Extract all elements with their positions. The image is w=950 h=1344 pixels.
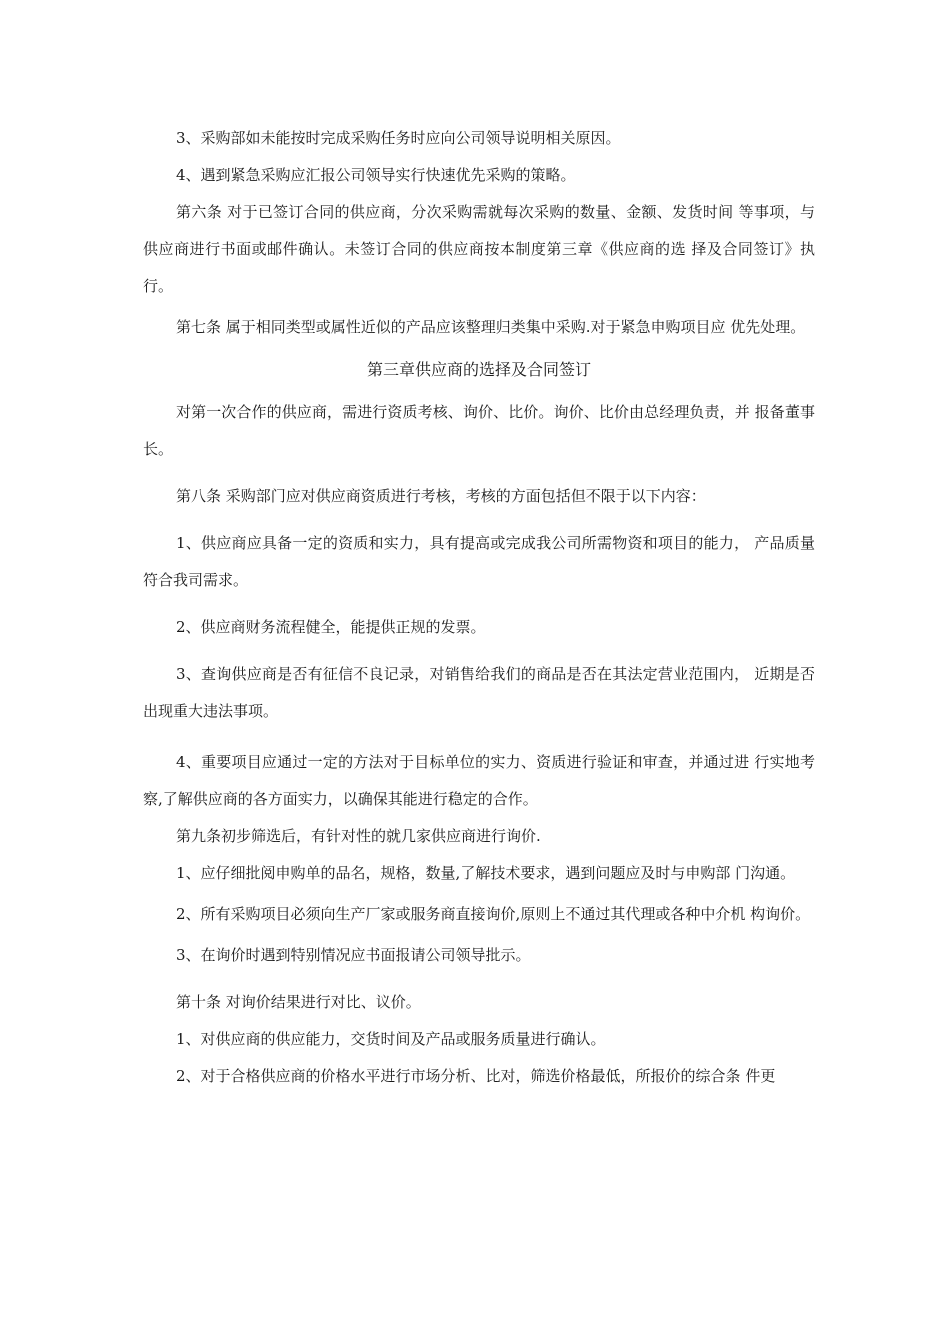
paragraph-qualification-1: 1、供应商应具备一定的资质和实力，具有提高或完成我公司所需物资和项目的能力， 产品质量符合我司需求。	[143, 534, 815, 589]
chapter-heading: 第三章供应商的选择及合同签订	[366, 360, 591, 379]
document-page	[143, 120, 815, 1095]
paragraph-article-10: 第十条 对询价结果进行对比、议价。	[176, 993, 421, 1011]
paragraph-inquiry-3: 3、在询价时遇到特别情况应书面报请公司领导批示。	[176, 946, 531, 964]
paragraph-purchase-reason: 3、采购部如未能按时完成采购任务时应向公司领导说明相关原因。	[176, 129, 621, 147]
paragraph-urgent-purchase: 4、遇到紧急采购应汇报公司领导实行快速优先采购的策略。	[176, 166, 576, 184]
paragraph-article-6: 第六条 对于已签订合同的供应商，分次采购需就每次采购的数量、金额、发货时间 等事项，与供应商进行书面或邮件确认。未签订合同的供应商按本制度第三章《供应商的选 择及合同签订》执行。	[143, 203, 815, 295]
paragraph-compare-2: 2、对于合格供应商的价格水平进行市场分析、比对，筛选价格最低，所报价的综合条 件更	[176, 1067, 776, 1085]
paragraph-article-8: 第八条 采购部门应对供应商资质进行考核，考核的方面包括但不限于以下内容：	[176, 487, 706, 505]
paragraph-compare-1: 1、对供应商的供应能力，交货时间及产品或服务质量进行确认。	[176, 1030, 606, 1048]
paragraph-qualification-2: 2、供应商财务流程健全，能提供正规的发票。	[176, 618, 486, 636]
paragraph-first-cooperation: 对第一次合作的供应商，需进行资质考核、询价、比价。询价、比价由总经理负责，并 报备董事长。	[143, 403, 815, 458]
paragraph-inquiry-2: 2、所有采购项目必须向生产厂家或服务商直接询价,原则上不通过其代理或各种中介机 构询价。	[176, 905, 811, 923]
paragraph-qualification-4: 4、重要项目应通过一定的方法对于目标单位的实力、资质进行验证和审查，并通过进 行实地考察,了解供应商的各方面实力，以确保其能进行稳定的合作。	[143, 753, 815, 808]
paragraph-article-7: 第七条 属于相同类型或属性近似的产品应该整理归类集中采购.对于紧急申购项目应 优先处理。	[176, 318, 806, 336]
paragraph-qualification-3: 3、查询供应商是否有征信不良记录，对销售给我们的商品是否在其法定营业范围内， 近期是否出现重大违法事项。	[143, 665, 815, 720]
paragraph-article-9: 第九条初步筛选后，有针对性的就几家供应商进行询价.	[176, 827, 541, 845]
paragraph-inquiry-1: 1、应仔细批阅申购单的品名，规格，数量,了解技术要求，遇到问题应及时与申购部 门沟通。	[176, 864, 796, 882]
